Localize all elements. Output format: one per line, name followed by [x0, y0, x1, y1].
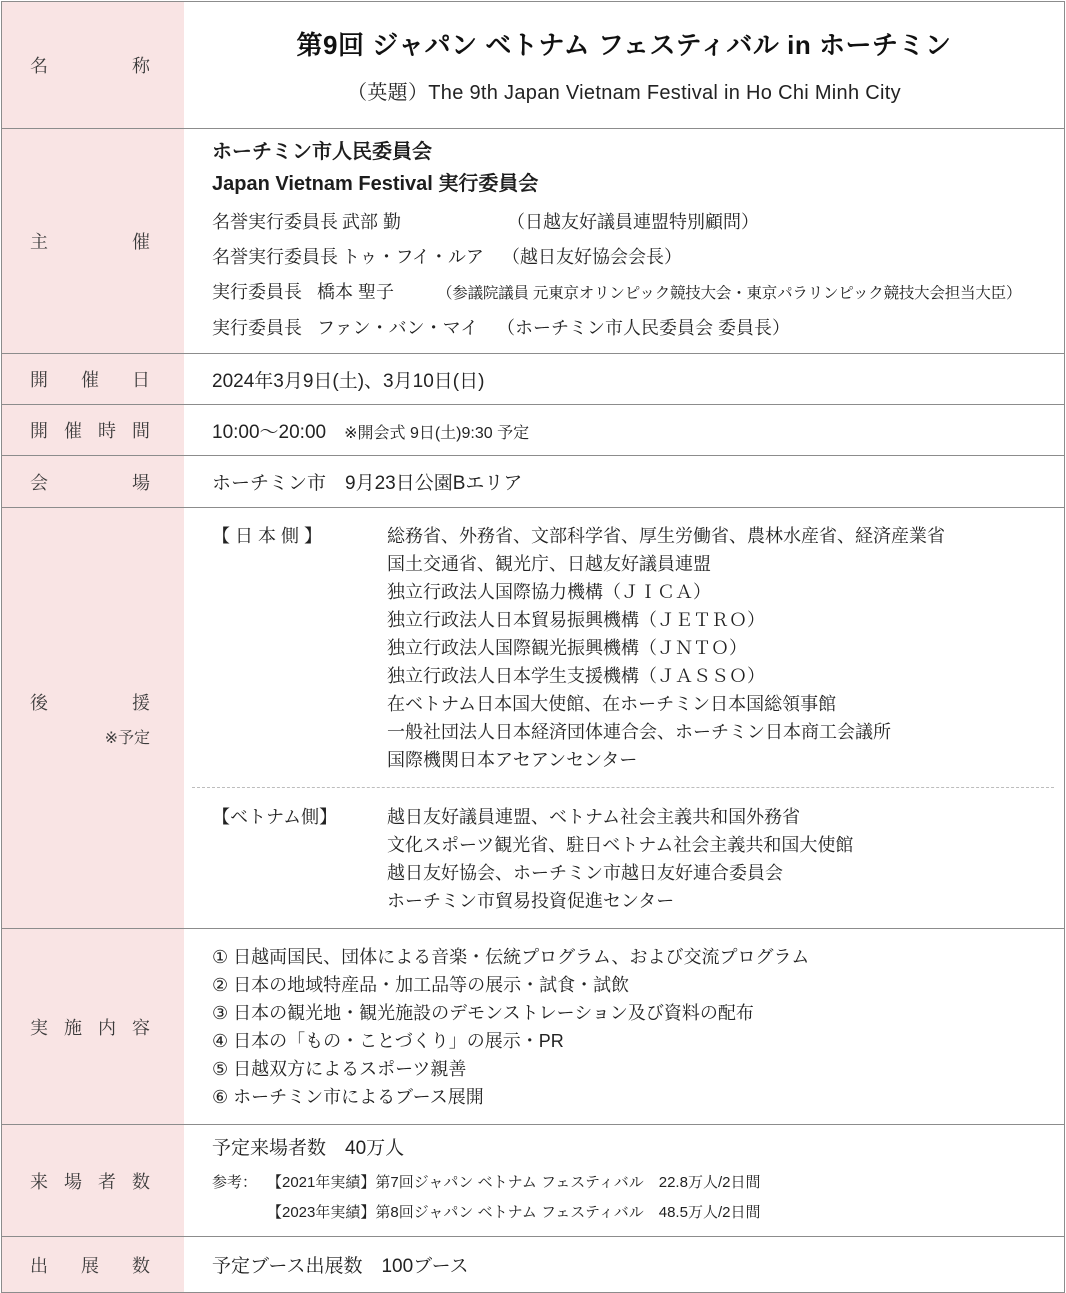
contents-content [184, 929, 1064, 1124]
visitors-content [184, 1125, 1064, 1236]
booths-content [184, 1237, 1064, 1292]
program-item: ③ 日本の観光地・観光施設のデモンストレーション及び資料の配布 [212, 1002, 754, 1023]
support-item: ホーチミン市貿易投資促進センター [387, 890, 675, 911]
row-booths [2, 1237, 1064, 1292]
vietnam-side-label: 【ベトナム側】 [212, 806, 338, 827]
label-cell-organizer [2, 129, 184, 353]
member-role: 実行委員長 [212, 282, 302, 302]
festival-title: 第9回 ジャパン ベトナム フェスティバル in ホーチミン [296, 30, 952, 60]
program-item: ⑤ 日越双方によるスポーツ親善 [212, 1058, 467, 1079]
member-role: 名誉実行委員長 [212, 247, 338, 267]
row-label: 開 催 日 [30, 370, 150, 390]
organizer-main-2: Japan Vietnam Festival 実行委員会 [212, 173, 539, 195]
support-item: 文化スポーツ観光省、駐日ベトナム社会主義共和国大使館 [387, 834, 854, 855]
member-note: （越日友好協会会長） [502, 247, 682, 267]
row-contents [2, 929, 1064, 1125]
event-hours [212, 417, 1054, 444]
reference-label: 参考： [212, 1174, 258, 1191]
member-name: 橋本 聖子 [317, 282, 395, 302]
event-dates: 2024年3月9日(土)、3月10日(日) [212, 370, 485, 392]
row-time [2, 405, 1064, 456]
reference-line [212, 1168, 1054, 1198]
member-name: トゥ・フイ・ルア [342, 247, 484, 267]
date-content [184, 354, 1064, 404]
support-item: 在ベトナム日本国大使館、在ホーチミン日本国総領事館 [387, 693, 837, 714]
label-cell-visitors [2, 1125, 184, 1236]
row-label: 主 催 [30, 232, 150, 252]
label-cell-time [2, 405, 184, 455]
row-name [2, 2, 1064, 129]
japan-side-label: 【 日 本 側 】 [212, 525, 323, 546]
row-label: 来 場 者 数 [30, 1171, 150, 1192]
japan-side-items [387, 522, 1054, 774]
program-item: ① 日越両国民、団体による音楽・伝統プログラム、および交流プログラム [212, 946, 810, 967]
reference-line [267, 1198, 1054, 1228]
support-vietnam-group [212, 803, 1054, 915]
row-organizer [2, 129, 1064, 354]
support-japan-group [212, 522, 1054, 774]
hours-value: 10:00～20:00 [212, 421, 327, 443]
row-label: 開 催 時 間 [30, 421, 150, 441]
support-planned-note: ※予定 [104, 729, 150, 747]
program-list [212, 943, 1054, 1111]
row-visitors [2, 1125, 1064, 1237]
support-item: 越日友好協会、ホーチミン市越日友好連合委員会 [387, 862, 783, 883]
support-item: 一般社団法人日本経済団体連合会、ホーチミン日本商工会議所 [387, 721, 891, 742]
support-item: 総務省、外務省、文部科学省、厚生労働省、農林水産省、経済産業省 [387, 525, 945, 546]
festival-subtitle-en: （英題）The 9th Japan Vietnam Festival in Ho Chi Minh City [347, 82, 901, 104]
member-note: （日越友好議員連盟特別顧問） [507, 212, 759, 232]
row-label: 出 展 数 [30, 1255, 150, 1276]
label-cell-name [2, 2, 184, 128]
label-cell-booths [2, 1237, 184, 1292]
support-item: 独立行政法人国際観光振興機構（ＪＮＴＯ） [387, 637, 747, 658]
member-name: ファン・バン・マイ [317, 318, 479, 338]
label-cell-contents [2, 929, 184, 1124]
member-note: （参議院議員 元東京オリンピック競技大会・東京パラリンピック競技大会担当大臣） [437, 285, 1022, 302]
support-item: 国土交通省、観光庁、日越友好議員連盟 [387, 553, 711, 574]
event-overview-table [1, 1, 1065, 1293]
member-note: （ホーチミン市人民委員会 委員長） [497, 318, 790, 338]
support-item: 独立行政法人国際協力機構（ＪＩＣＡ） [387, 581, 711, 602]
program-item: ② 日本の地域特産品・加工品等の展示・試食・試飲 [212, 974, 630, 995]
row-date [2, 354, 1064, 405]
venue-value: ホーチミン市 9月23日公園Bエリア [212, 473, 523, 494]
organizer-member [212, 311, 1054, 346]
booths-value: 予定ブース出展数 100ブース [212, 1256, 469, 1277]
support-item: 国際機関日本アセアンセンター [387, 749, 638, 770]
label-cell-date [2, 354, 184, 404]
support-dashed-divider [192, 787, 1054, 788]
row-label: 名 称 [30, 56, 150, 76]
label-cell-venue [2, 456, 184, 507]
time-content [184, 405, 1064, 455]
support-item: 独立行政法人日本学生支援機構（ＪＡＳＳＯ） [387, 665, 765, 686]
expected-visitors: 予定来場者数 40万人 [212, 1138, 405, 1159]
row-label: 後 援 [30, 692, 150, 713]
member-role: 名誉実行委員長 [212, 212, 338, 232]
venue-content [184, 456, 1064, 507]
reference-2021: 【2021年実績】第7回ジャパン ベトナム フェスティバル 22.8万人/2日間 [267, 1174, 761, 1191]
row-label: 実 施 内 容 [30, 1017, 150, 1038]
support-content [184, 508, 1064, 928]
organizer-member [212, 275, 1054, 311]
opening-ceremony-note: ※開会式 9日(土)9:30 予定 [344, 424, 530, 442]
member-name: 武部 勤 [342, 212, 402, 232]
visitors-reference [212, 1168, 1054, 1228]
support-item: 越日友好議員連盟、ベトナム社会主義共和国外務省 [387, 806, 801, 827]
row-venue [2, 456, 1064, 508]
organizer-main-1: ホーチミン市人民委員会 [212, 141, 432, 163]
support-item: 独立行政法人日本貿易振興機構（ＪＥＴＲＯ） [387, 609, 765, 630]
vietnam-side-items [387, 803, 1054, 915]
organizer-content [184, 129, 1064, 353]
organizer-member [212, 205, 1054, 240]
name-content [184, 2, 1064, 128]
reference-2023: 【2023年実績】第8回ジャパン ベトナム フェスティバル 48.5万人/2日間 [267, 1204, 761, 1221]
row-label: 会 場 [30, 472, 150, 493]
program-item: ⑥ ホーチミン市によるブース展開 [212, 1086, 484, 1107]
row-support [2, 508, 1064, 929]
organizer-member [212, 240, 1054, 275]
program-item: ④ 日本の「もの・ことづくり」の展示・PR [212, 1030, 564, 1051]
member-role: 実行委員長 [212, 318, 302, 338]
label-cell-support [2, 508, 184, 928]
